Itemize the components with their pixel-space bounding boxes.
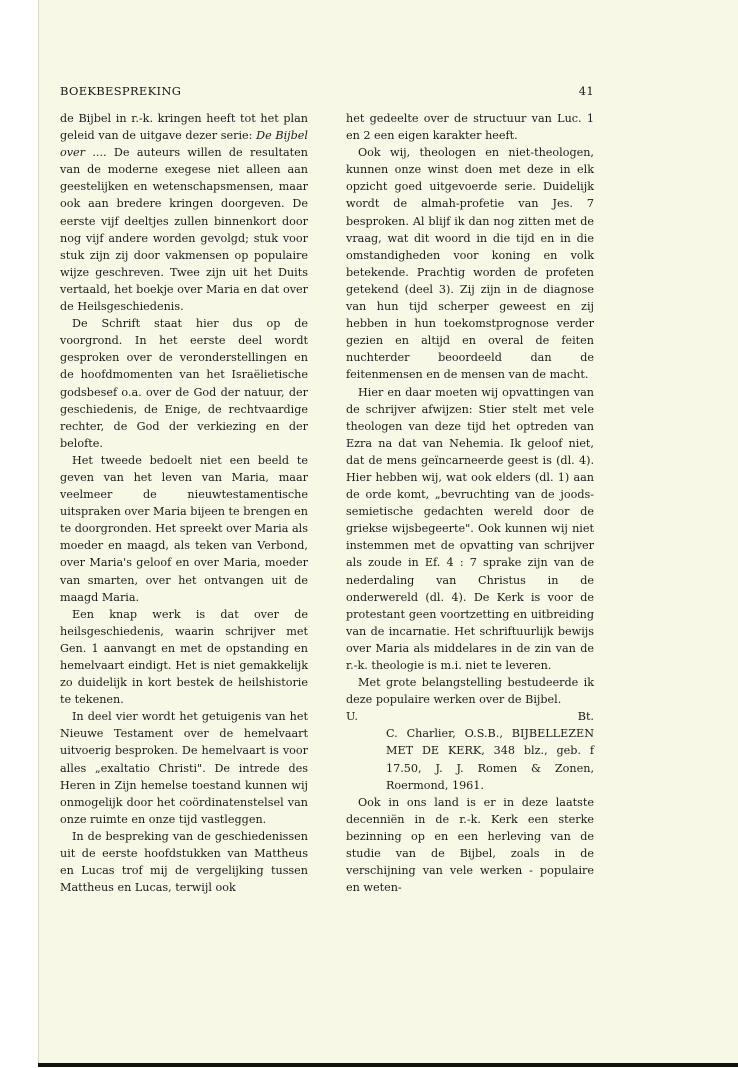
paragraph: De Schrift staat hier dus op de voorgrond. In het eerste deel wordt gesproken over de veronderstellingen en de hoofdmomenten van het Israëlietische godsbesef o.a. over de God der natuur, der geschiedenis, de Enige, de rechtvaardige rechter, de God der verkiezing en der belofte.: [60, 317, 308, 450]
reviewer-signature: [346, 708, 594, 725]
bibliographic-entry: C. Charlier, O.S.B., BIJBELLEZEN MET DE KERK, 348 blz., geb. f 17.50, J. J. Romen & Zonen, Roermond, 1961.: [386, 727, 594, 792]
series-title: De Bijbel over ....: [60, 129, 308, 160]
paragraph: Hier en daar moeten wij opvattingen van de schrijver afwijzen: Stier stelt met vele theologen van deze tijd het optreden van Ezra na dat van Nehemia. Ik geloof niet, dat de mens geïncarneerde geest is (dl. 4). Hier hebben wij, wat ook elders (dl. 1) aan de orde komt, „bevruchting van de joods-semietische gedachten wereld door de griekse wijsbegeerte". Ook kunnen wij niet instemmen met de opvatting van schrijver als zoude in Ef. 4 : 7 sprake zijn van de nederdaling van Christus in de onderwereld (dl. 4). De Kerk is voor de protestant geen voortzetting en uitbreiding van de incarnatie. Het schriftuurlijk bewijs over Maria als middelares in de zin van de r.-k. theologie is m.i. niet te leveren.: [346, 385, 594, 672]
scan-edge: [38, 1063, 738, 1067]
signature-right: Bt.: [577, 710, 594, 724]
paragraph: de Bijbel in r.-k. kringen heeft tot het plan geleid van de uitgave dezer serie: De Bijbel over .... De auteurs willen de resultaten van de moderne exegese niet alleen aan geestelijken en wetenschapsmensen, maar ook aan bredere kringen doorgeven. De eerste vijf deeltjes zullen binnenkort door nog vijf andere worden gevolgd; stuk voor stuk zijn zij door vakmensen op populaire wijze geschreven. Twee zijn uit het Duits vertaald, het boekje over Maria en dat over de Heilsgeschiedenis.: [60, 112, 308, 314]
paragraph: Ook wij, theologen en niet-theologen, kunnen onze winst doen met deze in elk opzicht goed uitgevoerde serie. Duidelijk wordt de almah-profetie van Jes. 7 besproken. Al blijf ik dan nog zitten met de vraag, wat dit woord in die tijd en in die omstandigheden voor koning en volk betekende. Prachtig worden de profeten getekend (deel 3). Zij zijn in de diagnose van hun tijd scherper geweest en zij hebben in hun toekomstprognose verder gezien en altijd en overal de feiten nuchterder beoordeeld dan de feitenmensen en de mensen van de macht.: [346, 146, 594, 382]
signature-left: U.: [346, 710, 358, 724]
paragraph: In deel vier wordt het getuigenis van het Nieuwe Testament over de hemelvaart uitvoerig besproken. De hemelvaart is voor alles „exaltatio Christi". De intrede des Heren in Zijn hemelse toestand kunnen wij onmogelijk door het coördinatenstelsel van onze ruimte en onze tijd vastleggen.: [60, 710, 308, 826]
paragraph: Ook in ons land is er in deze laatste decenniën in de r.-k. Kerk een sterke bezinning op en een herleving van de studie van de Bijbel, zoals in de verschijning van vele werken - populaire en weten-: [346, 795, 594, 895]
left-column: [60, 110, 308, 896]
paragraph: het gedeelte over de structuur van Luc. 1 en 2 een eigen karakter heeft.: [346, 112, 594, 143]
running-title: BOEKBESPREKING: [60, 84, 182, 98]
paragraph: Een knap werk is dat over de heilsgeschiedenis, waarin schrijver met Gen. 1 aanvangt en met de opstanding en hemelvaart eindigt. Het is niet gemakkelijk zo duidelijk in kort bestek de heilshistorie te tekenen.: [60, 607, 308, 707]
paragraph: In de bespreking van de geschiedenissen uit de eerste hoofdstukken van Mattheus en Lucas trof mij de vergelijking tussen Mattheus en Lucas, terwijl ook: [60, 829, 308, 895]
right-column: [346, 110, 594, 896]
paragraph: Met grote belangstelling bestudeerde ik deze populaire werken over de Bijbel.: [346, 676, 594, 707]
page-number: 41: [578, 84, 594, 98]
paragraph: Het tweede bedoelt niet een beeld te geven van het leven van Maria, maar veelmeer de nieuwtestamentische uitspraken over Maria bijeen te brengen en te doorgronden. Het spreekt over Maria als moeder en maagd, als teken van Verbond, over Maria's geloof en over Maria, moeder van smarten, over het ontvangen uit de maagd Maria.: [60, 453, 308, 604]
